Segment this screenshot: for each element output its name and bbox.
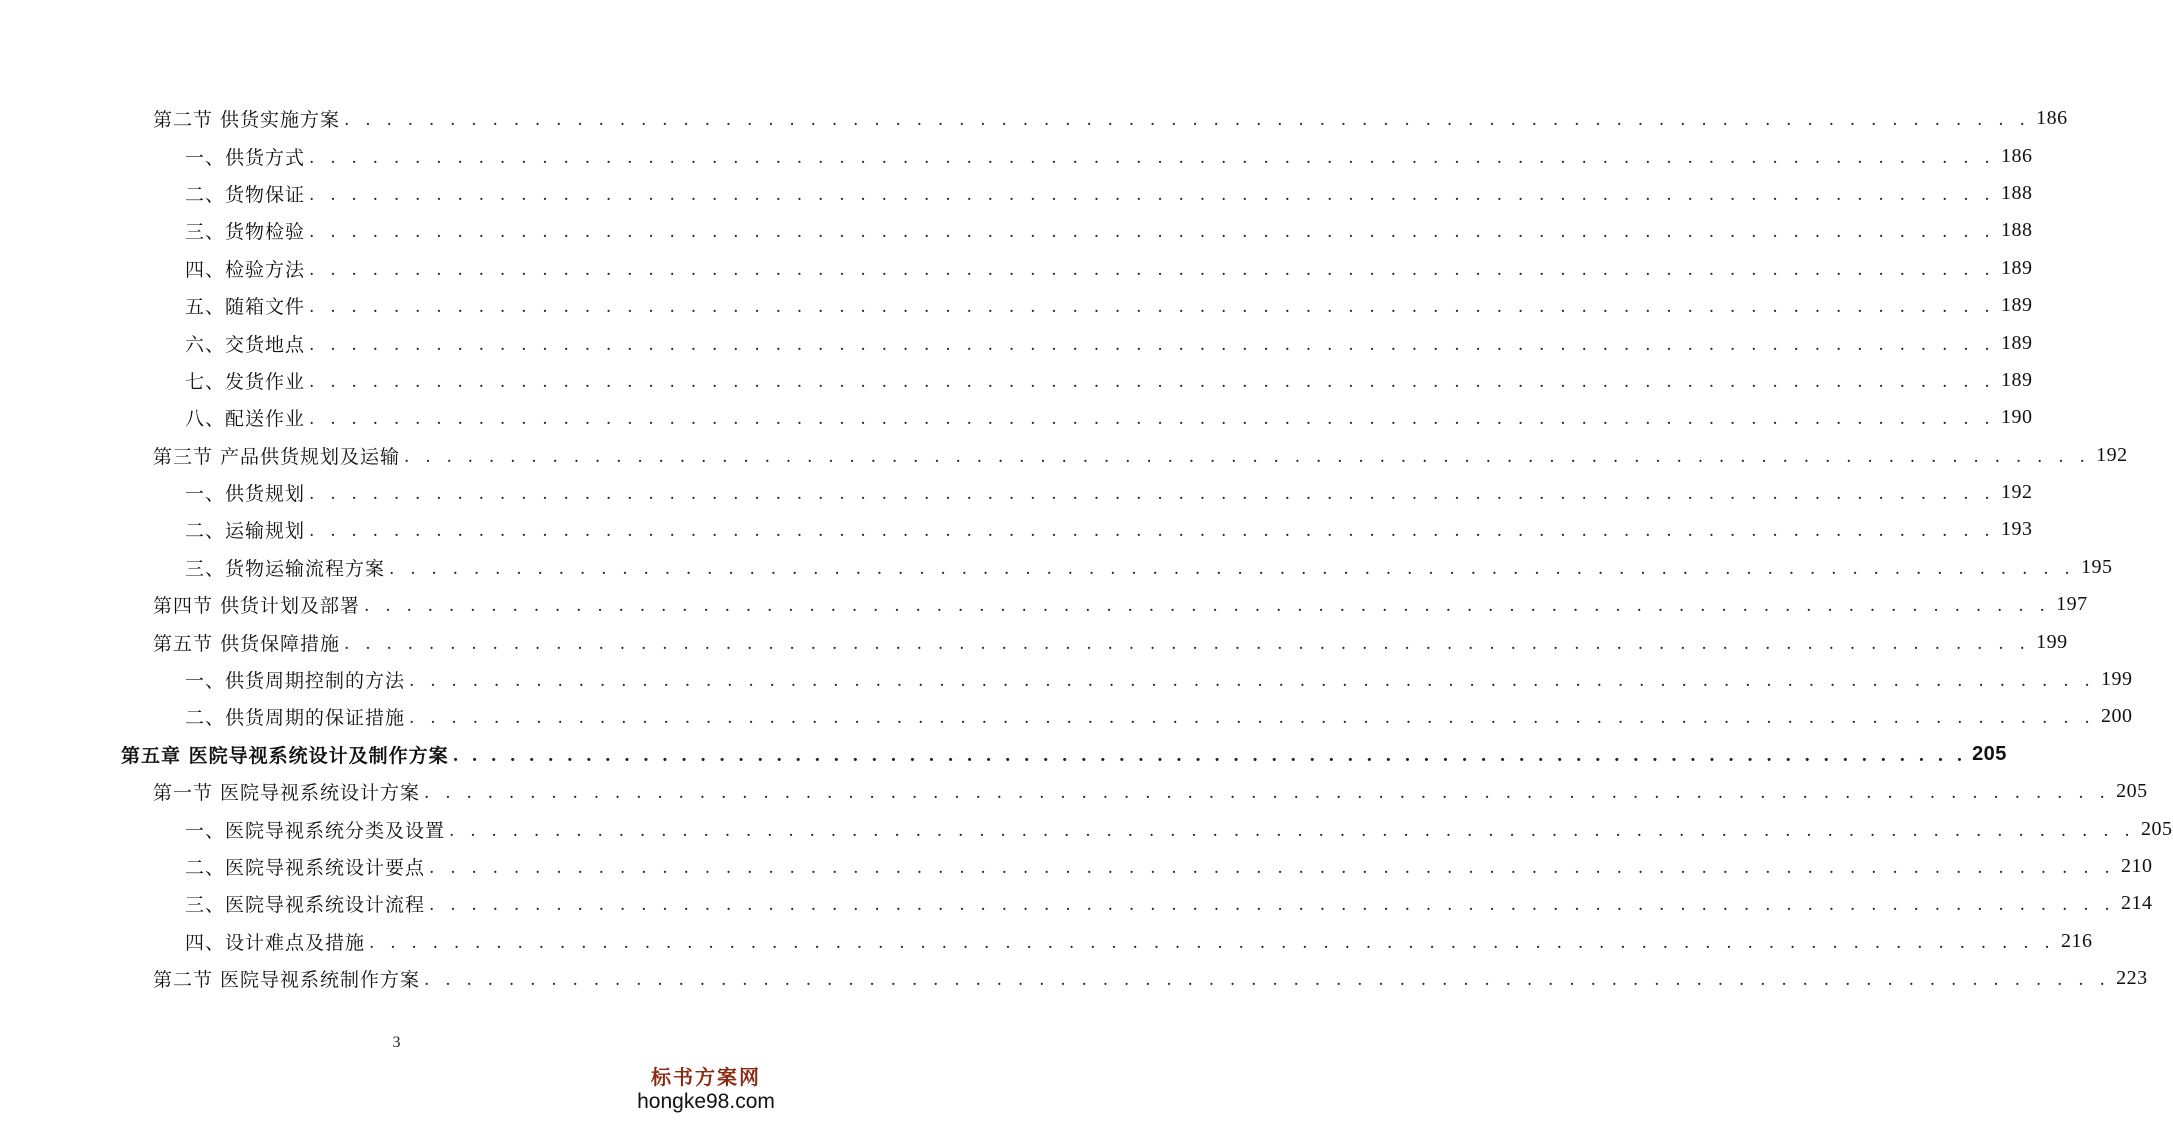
- toc-entry-item[interactable]: [0, 287, 2033, 324]
- toc-entry-label: 四、检验方法: [185, 258, 306, 281]
- toc-entry-label: 一、供货规划: [185, 483, 306, 506]
- site-watermark: [631, 1064, 781, 1114]
- toc-entry-item[interactable]: [0, 511, 2033, 548]
- toc-entry-label: 三、医院导视系统设计流程: [185, 894, 426, 917]
- toc-dot-leader: . . . . . . . . . . . . . . . . . . . . . . . . . . . . . . . . . . . . . . . . . . . . . . . . . . . . . . . . . . . . . . . . . . . . . . . . . . . . . . . .: [429, 858, 2116, 878]
- toc-dot-leader: . . . . . . . . . . . . . . . . . . . . . . . . . . . . . . . . . . . . . . . . . . . . . . . . . . . . . . . . . . . . . . . . . . . . . . . . . . . . . . . .: [309, 259, 1996, 280]
- toc-entry-label: 第三节 产品供货规划及运输: [153, 445, 401, 468]
- toc-entry-page-number: 188: [2001, 181, 2033, 204]
- toc-entry-section[interactable]: [0, 100, 2068, 137]
- toc-entry-section[interactable]: [0, 960, 2148, 997]
- toc-entry-label: 二、供货周期的保证措施: [185, 707, 406, 730]
- toc-dot-leader: . . . . . . . . . . . . . . . . . . . . . . . . . . . . . . . . . . . . . . . . . . . . . . . . . . . . . . . . . . . . . . . . . . . . . . . . . . . . . . . .: [389, 558, 2076, 579]
- toc-dot-leader: . . . . . . . . . . . . . . . . . . . . . . . . . . . . . . . . . . . . . . . . . . . . . . . . . . . . . . . . . . . . . . . . . . . . . . . . . . . . . . . .: [344, 110, 2031, 131]
- toc-entry-label: 三、货物检验: [185, 221, 306, 244]
- toc-entry-label: 二、运输规划: [185, 520, 306, 543]
- watermark-url: hongke98.com: [637, 1090, 775, 1113]
- toc-entry-page-number: 205: [2141, 817, 2173, 840]
- toc-entry-page-number: 195: [2081, 555, 2113, 578]
- toc-entry-label: 八、配送作业: [185, 408, 306, 431]
- toc-entry-section[interactable]: [0, 773, 2148, 810]
- toc-entry-item[interactable]: [0, 661, 2133, 698]
- toc-entry-label: 第二节 医院导视系统制作方案: [153, 969, 421, 992]
- toc-entry-page-number: 190: [2001, 406, 2033, 429]
- toc-entry-label: 四、设计难点及措施: [185, 931, 366, 954]
- toc-entry-label: 第一节 医院导视系统设计方案: [153, 782, 421, 805]
- page-number: 3: [392, 1034, 401, 1051]
- toc-entry-label: 一、医院导视系统分类及设置: [185, 819, 446, 842]
- toc-dot-leader: . . . . . . . . . . . . . . . . . . . . . . . . . . . . . . . . . . . . . . . . . . . . . . . . . . . . . . . . . . . . . . . . . . . . . . . . . . . . . . . .: [309, 334, 1996, 355]
- toc-entry-item[interactable]: [0, 212, 2033, 249]
- toc-dot-leader: . . . . . . . . . . . . . . . . . . . . . . . . . . . . . . . . . . . . . . . . . . . . . . . . . . . . . . . . . . . . . . . . . . . . . . . . . . . . . . . .: [309, 147, 1996, 168]
- toc-dot-leader: . . . . . . . . . . . . . . . . . . . . . . . . . . . . . . . . . . . . . . . . . . . . . . . . . . . . . . . . . . . . . . . . . . . . . . . . . . . . . . . .: [409, 708, 2096, 729]
- toc-entry-label: 六、交货地点: [185, 333, 306, 356]
- toc-entry-page-number: 192: [2096, 443, 2128, 466]
- toc-dot-leader: . . . . . . . . . . . . . . . . . . . . . . . . . . . . . . . . . . . . . . . . . . . . . . . . . . . . . . . . . . . . . . . . . . . . . . . . . . . . . . . .: [309, 521, 1996, 542]
- toc-entry-item[interactable]: [0, 324, 2033, 361]
- toc-entry-page-number: 189: [2001, 331, 2033, 354]
- toc-entry-item[interactable]: [0, 362, 2033, 399]
- toc-dot-leader: . . . . . . . . . . . . . . . . . . . . . . . . . . . . . . . . . . . . . . . . . . . . . . . . . . . . . . . . . . . . . . . . . . . . . . . . . . . . . . . .: [309, 484, 1996, 505]
- toc-entry-label: 第二节 供货实施方案: [153, 109, 341, 132]
- toc-entry-label: 二、医院导视系统设计要点: [185, 857, 426, 879]
- toc-entry-label: 二、货物保证: [185, 183, 306, 206]
- toc-entry-item[interactable]: [0, 399, 2033, 436]
- toc-dot-leader: . . . . . . . . . . . . . . . . . . . . . . . . . . . . . . . . . . . . . . . . . . . . . . . . . . . . . . . . . . . . . . . . . . . . . . . . . . . . . . . .: [424, 970, 2111, 991]
- toc-entry-page-number: 186: [2001, 144, 2033, 167]
- table-of-contents: [0, 100, 2173, 997]
- toc-entry-page-number: 189: [2001, 294, 2033, 317]
- toc-entry-label: 第五章 医院导视系统设计及制作方案: [121, 744, 449, 767]
- toc-dot-leader: . . . . . . . . . . . . . . . . . . . . . . . . . . . . . . . . . . . . . . . . . . . . . . . . . . . . . . . . . . . . . . . . . . . . . . . . . . . . . . . .: [424, 783, 2111, 804]
- toc-entry-page-number: 197: [2056, 593, 2088, 616]
- toc-entry-item[interactable]: [0, 885, 2153, 922]
- toc-entry-item[interactable]: [0, 698, 2133, 735]
- toc-dot-leader: . . . . . . . . . . . . . . . . . . . . . . . . . . . . . . . . . . . . . . . . . . . . . . . . . . . . . . . . . . . . . . . . . . . . . . . . . . . . . . . .: [309, 409, 1996, 430]
- toc-entry-item[interactable]: [0, 137, 2033, 174]
- toc-entry-item[interactable]: [0, 810, 2173, 847]
- toc-entry-item[interactable]: [0, 549, 2113, 586]
- toc-entry-item[interactable]: [0, 474, 2033, 511]
- toc-dot-leader: . . . . . . . . . . . . . . . . . . . . . . . . . . . . . . . . . . . . . . . . . . . . . . . . . . . . . . . . . . . . . . . . . . . . . . . . . . . . . . . .: [309, 184, 1996, 205]
- toc-entry-page-number: 200: [2101, 705, 2133, 728]
- toc-entry-page-number: 199: [2036, 630, 2068, 653]
- toc-dot-leader: . . . . . . . . . . . . . . . . . . . . . . . . . . . . . . . . . . . . . . . . . . . . . . . . . . . . . . . . . . . . . . . . . . . . . . . . . . . . . . . .: [364, 596, 2051, 617]
- toc-entry-item[interactable]: [0, 175, 2033, 212]
- toc-dot-leader: . . . . . . . . . . . . . . . . . . . . . . . . . . . . . . . . . . . . . . . . . . . . . . . . . . . . . . . . . . . . . . . . . . . . . . . . . . . . . . . .: [309, 297, 1996, 318]
- toc-entry-page-number: 214: [2121, 892, 2153, 915]
- toc-entry-section[interactable]: [0, 437, 2128, 474]
- toc-entry-label: 第五节 供货保障措施: [153, 632, 341, 655]
- toc-entry-page-number: 216: [2061, 929, 2093, 952]
- toc-dot-leader: . . . . . . . . . . . . . . . . . . . . . . . . . . . . . . . . . . . . . . . . . . . . . . . . . . . . . . . . . . . . . . . . . . . . . . . . . . . . . . . .: [452, 745, 1967, 766]
- toc-dot-leader: . . . . . . . . . . . . . . . . . . . . . . . . . . . . . . . . . . . . . . . . . . . . . . . . . . . . . . . . . . . . . . . . . . . . . . . . . . . . . . . .: [344, 633, 2031, 654]
- toc-entry-page-number: 210: [2121, 855, 2153, 877]
- toc-dot-leader: . . . . . . . . . . . . . . . . . . . . . . . . . . . . . . . . . . . . . . . . . . . . . . . . . . . . . . . . . . . . . . . . . . . . . . . . . . . . . . . .: [404, 446, 2091, 467]
- toc-dot-leader: . . . . . . . . . . . . . . . . . . . . . . . . . . . . . . . . . . . . . . . . . . . . . . . . . . . . . . . . . . . . . . . . . . . . . . . . . . . . . . . .: [449, 820, 2136, 841]
- toc-dot-leader: . . . . . . . . . . . . . . . . . . . . . . . . . . . . . . . . . . . . . . . . . . . . . . . . . . . . . . . . . . . . . . . . . . . . . . . . . . . . . . . .: [309, 371, 1996, 392]
- toc-entry-page-number: 189: [2001, 368, 2033, 391]
- toc-dot-leader: . . . . . . . . . . . . . . . . . . . . . . . . . . . . . . . . . . . . . . . . . . . . . . . . . . . . . . . . . . . . . . . . . . . . . . . . . . . . . . . .: [409, 671, 2096, 692]
- toc-entry-label: 七、发货作业: [185, 370, 306, 393]
- toc-entry-section[interactable]: [0, 586, 2088, 623]
- toc-entry-item[interactable]: [0, 848, 2153, 885]
- toc-entry-label: 一、供货方式: [185, 146, 306, 169]
- toc-entry-page-number: 205: [2116, 780, 2148, 803]
- toc-entry-label: 一、供货周期控制的方法: [185, 670, 406, 693]
- toc-entry-page-number: 193: [2001, 518, 2033, 541]
- toc-entry-page-number: 205: [1972, 742, 2007, 765]
- toc-entry-page-number: 186: [2036, 107, 2068, 130]
- toc-entry-page-number: 199: [2101, 668, 2133, 691]
- watermark-title: 标书方案网: [651, 1065, 761, 1089]
- toc-entry-section[interactable]: [0, 623, 2068, 660]
- toc-dot-leader: . . . . . . . . . . . . . . . . . . . . . . . . . . . . . . . . . . . . . . . . . . . . . . . . . . . . . . . . . . . . . . . . . . . . . . . . . . . . . . . .: [309, 222, 1996, 243]
- toc-entry-chapter[interactable]: [0, 736, 2007, 773]
- toc-entry-label: 五、随箱文件: [185, 296, 306, 319]
- toc-entry-page-number: 223: [2116, 967, 2148, 990]
- toc-entry-item[interactable]: [0, 250, 2033, 287]
- toc-entry-page-number: 192: [2001, 481, 2033, 504]
- toc-dot-leader: . . . . . . . . . . . . . . . . . . . . . . . . . . . . . . . . . . . . . . . . . . . . . . . . . . . . . . . . . . . . . . . . . . . . . . . . . . . . . . . .: [429, 895, 2116, 916]
- toc-entry-label: 第四节 供货计划及部署: [153, 595, 361, 618]
- toc-entry-label: 三、货物运输流程方案: [185, 557, 386, 580]
- toc-entry-page-number: 188: [2001, 219, 2033, 242]
- toc-dot-leader: . . . . . . . . . . . . . . . . . . . . . . . . . . . . . . . . . . . . . . . . . . . . . . . . . . . . . . . . . . . . . . . . . . . . . . . . . . . . . . . .: [369, 932, 2056, 953]
- toc-entry-item[interactable]: [0, 923, 2093, 960]
- toc-entry-page-number: 189: [2001, 256, 2033, 279]
